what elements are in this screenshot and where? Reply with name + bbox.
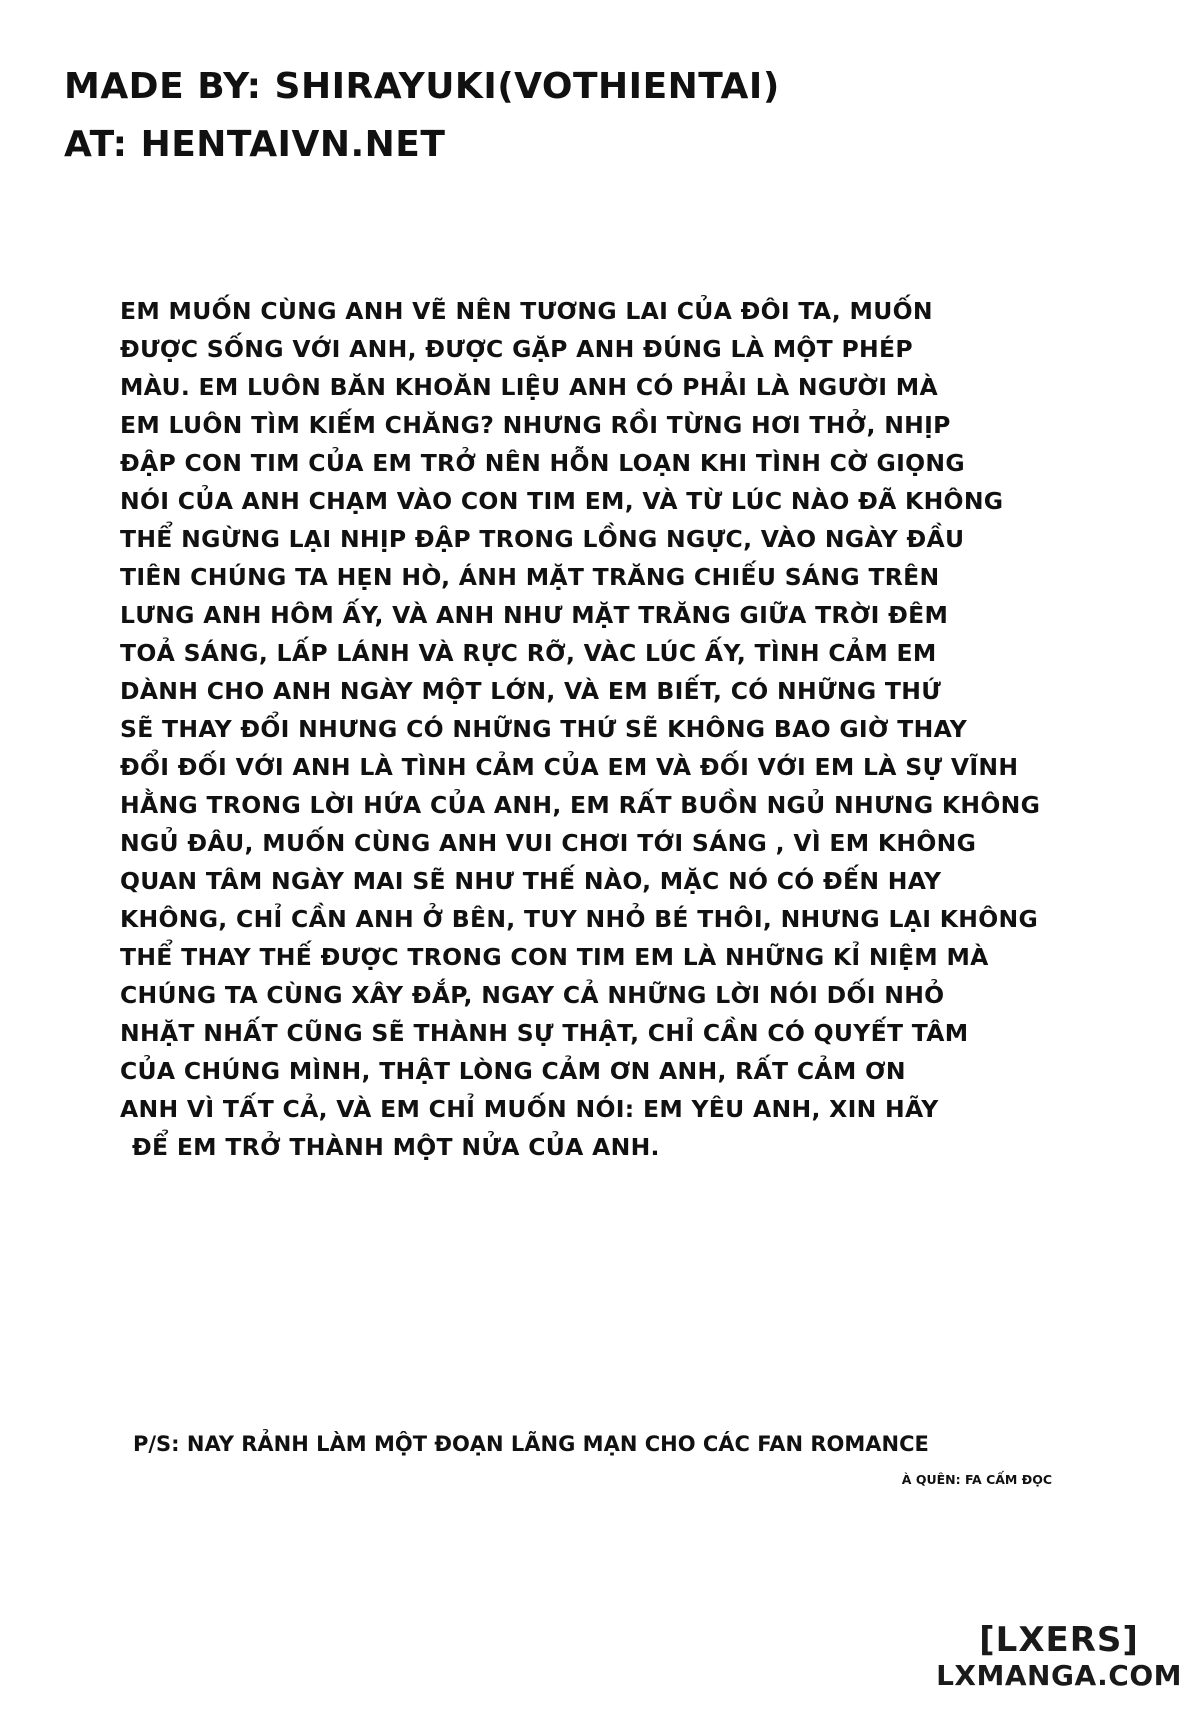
letter-line: HẰNG TRONG LỜI HỨA CỦA ANH, EM RẤT BUỒN NGỦ NHƯNG KHÔNG [120, 791, 1041, 819]
made-by-credit: MADE BY: SHIRAYUKI(VOTHIENTAI) [64, 66, 780, 107]
letter-line: THỂ THAY THẾ ĐƯỢC TRONG CON TIM EM LÀ NHỮNG KỈ NIỆM MÀ [120, 943, 989, 971]
letter-line: LƯNG ANH HÔM ẤY, VÀ ANH NHƯ MẶT TRĂNG GIỮA TRỜI ĐÊM [120, 601, 949, 629]
postscript-text: P/S: NAY RẢNH LÀM MỘT ĐOẠN LÃNG MẠN CHO CÁC FAN ROMANCE [133, 1432, 929, 1456]
letter-line: QUAN TÂM NGÀY MAI SẼ NHƯ THẾ NÀO, MẶC NÓ CÓ ĐẾN HAY [120, 867, 942, 895]
letter-line: CỦA CHÚNG MÌNH, THẬT LÒNG CẢM ƠN ANH, RẤT CẢM ƠN [120, 1057, 906, 1085]
letter-line: CHÚNG TA CÙNG XÂY ĐẮP, NGAY CẢ NHỮNG LỜI NÓI DỐI NHỎ [120, 981, 945, 1009]
watermark-brand: [LXERS] [979, 1620, 1139, 1660]
letter-line: ĐƯỢC SỐNG VỚI ANH, ĐƯỢC GẶP ANH ĐÚNG LÀ MỘT PHÉP [120, 335, 913, 363]
letter-line: NÓI CỦA ANH CHẠM VÀO CON TIM EM, VÀ TỪ LÚC NÀO ĐÃ KHÔNG [120, 487, 1004, 515]
credits-block [64, 58, 780, 174]
site-credit: AT: HENTAIVN.NET [64, 124, 446, 165]
watermark-site: LXMANGA.COM [936, 1659, 1182, 1692]
letter-line: ĐỔI ĐỐI VỚI ANH LÀ TÌNH CẢM CỦA EM VÀ ĐỐI VỚI EM LÀ SỰ VĨNH [120, 753, 1019, 781]
letter-line: ĐỂ EM TRỞ THÀNH MỘT NỬA CỦA ANH. [132, 1133, 660, 1161]
letter-line: TIÊN CHÚNG TA HẸN HÒ, ÁNH MẶT TRĂNG CHIẾU SÁNG TRÊN [120, 563, 940, 591]
letter-line: ĐẬP CON TIM CỦA EM TRỞ NÊN HỖN LOẠN KHI TÌNH CỜ GIỌNG [120, 449, 965, 477]
letter-body [120, 292, 1130, 1166]
letter-line: EM MUỐN CÙNG ANH VẼ NÊN TƯƠNG LAI CỦA ĐÔI TA, MUỐN [120, 297, 933, 325]
letter-line: EM LUÔN TÌM KIẾM CHĂNG? NHƯNG RỒI TỪNG HƠI THỞ, NHỊP [120, 411, 951, 439]
letter-line: KHÔNG, CHỈ CẦN ANH Ở BÊN, TUY NHỎ BÉ THÔI, NHƯNG LẠI KHÔNG [120, 905, 1039, 933]
letter-line: MÀU. EM LUÔN BĂN KHOĂN LIỆU ANH CÓ PHẢI LÀ NGƯỜI MÀ [120, 373, 938, 401]
letter-line: THỂ NGỪNG LẠI NHỊP ĐẬP TRONG LỒNG NGỰC, VÀO NGÀY ĐẦU [120, 525, 965, 553]
letter-line: TOẢ SÁNG, LẤP LÁNH VÀ RỰC RỠ, VÀC LÚC ẤY, TÌNH CẢM EM [120, 639, 937, 667]
letter-line: ANH VÌ TẤT CẢ, VÀ EM CHỈ MUỐN NÓI: EM YÊU ANH, XIN HÃY [120, 1095, 939, 1123]
letter-line: SẼ THAY ĐỔI NHƯNG CÓ NHỮNG THỨ SẼ KHÔNG BAO GIỜ THAY [120, 715, 968, 743]
watermark-logo [936, 1621, 1182, 1693]
letter-line: NHẶT NHẤT CŨNG SẼ THÀNH SỰ THẬT, CHỈ CẦN CÓ QUYẾT TÂM [120, 1019, 969, 1047]
letter-line: NGỦ ĐÂU, MUỐN CÙNG ANH VUI CHƠI TỚI SÁNG , VÌ EM KHÔNG [120, 829, 977, 857]
letter-line: DÀNH CHO ANH NGÀY MỘT LỚN, VÀ EM BIẾT, CÓ NHỮNG THỨ [120, 677, 942, 705]
postscript-note: À QUÊN: FA CẤM ĐỌC [901, 1472, 1052, 1487]
